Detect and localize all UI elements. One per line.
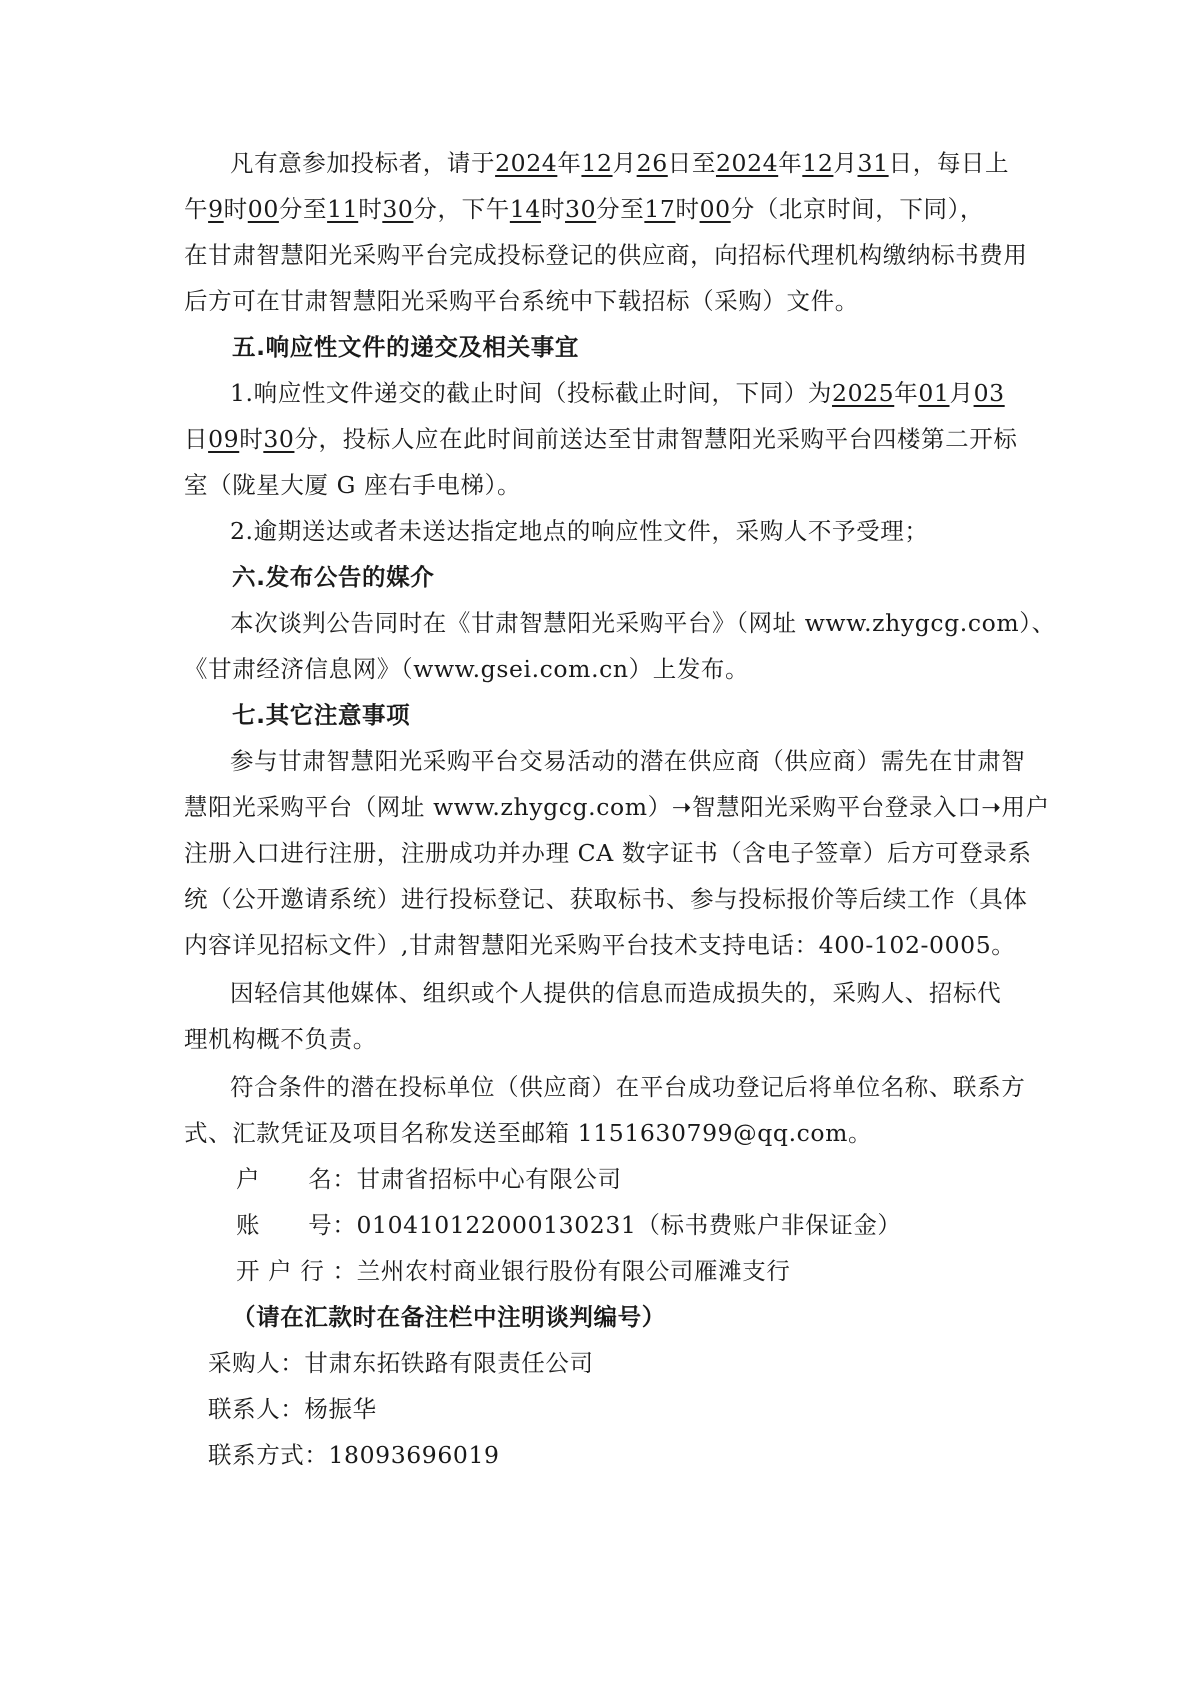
bank-branch [236,1254,790,1288]
section-5-p1-line-2: 日09时30分，投标人应在此时间前送达至甘肃智慧阳光采购平台四楼第二开标 [184,425,1018,453]
intro-line-4: 后方可在甘肃智慧阳光采购平台系统中下载招标（采购）文件。 [184,287,859,315]
section-6-line-1: 本次谈判公告同时在《甘肃智慧阳光采购平台》（网址 www.zhygcg.com）、 [230,609,1056,637]
bank-account-name [236,1162,622,1196]
bank-account-number [236,1208,902,1242]
purchaser-name: 采购人：甘肃东拓铁路有限责任公司 [208,1349,594,1377]
section-5-p1-line-1: 1.响应性文件递交的截止时间（投标截止时间，下同）为2025年01月03 [230,379,1005,407]
section-7-p3-line-1: 符合条件的潜在投标单位（供应商）在平台成功登记后将单位名称、联系方 [230,1073,1026,1101]
bank-branch-value: 兰州农村商业银行股份有限公司雁滩支行 [356,1257,791,1285]
bank-account-name-value: 甘肃省招标中心有限公司 [356,1165,622,1193]
section-7-p2-line-2: 理机构概不负责。 [184,1025,377,1053]
section-7-p1-line-4: 统（公开邀请系统）进行投标登记、获取标书、参与投标报价等后续工作（具体 [184,885,1028,913]
intro-line-3: 在甘肃智慧阳光采购平台完成投标登记的供应商，向招标代理机构缴纳标书费用 [184,241,1028,269]
intro-line-2: 午9时00分至11时30分，下午14时30分至17时00分（北京时间，下同）， [184,195,985,223]
section-7-p1-line-3: 注册入口进行注册，注册成功并办理 CA 数字证书（含电子签章）后方可登录系 [184,839,1032,867]
section-7-p1-line-1: 参与甘肃智慧阳光采购平台交易活动的潜在供应商（供应商）需先在甘肃智 [230,747,1026,775]
section-5-p1-line-3: 室（陇星大厦 G 座右手电梯）。 [184,471,522,499]
bank-branch-label: 开 户 行 ： [236,1257,357,1285]
section-6-heading: 六.发布公告的媒介 [232,563,435,591]
bank-remittance-note: （请在汇款时在备注栏中注明谈判编号） [232,1303,666,1331]
section-5-heading: 五.响应性文件的递交及相关事宜 [232,333,579,361]
section-7-p3-line-2: 式、汇款凭证及项目名称发送至邮箱 1151630799@qq.com。 [184,1119,873,1147]
section-7-p1-line-5: 内容详见招标文件）,甘肃智慧阳光采购平台技术支持电话：400-102-0005。 [184,931,1016,959]
section-7-heading: 七.其它注意事项 [232,701,411,729]
bank-account-number-label: 账 号： [236,1211,357,1239]
intro-line-1: 凡有意参加投标者，请于2024年12月26日至2024年12月31日，每日上 [230,149,1010,177]
section-6-line-2: 《甘肃经济信息网》（www.gsei.com.cn）上发布。 [184,655,750,683]
section-7-p1-line-2: 慧阳光采购平台（网址 www.zhygcg.com）➝智慧阳光采购平台登录入口➝用户 [184,793,1050,821]
purchaser-contact: 联系人：杨振华 [208,1395,377,1423]
section-7-p2-line-1: 因轻信其他媒体、组织或个人提供的信息而造成损失的，采购人、招标代 [230,979,1002,1007]
purchaser-phone: 联系方式：18093696019 [208,1441,500,1469]
section-5-p2: 2.逾期送达或者未送达指定地点的响应性文件，采购人不予受理； [230,517,929,545]
bank-account-name-label: 户 名： [236,1165,357,1193]
bank-account-number-value: 010410122000130231（标书费账户非保证金） [356,1211,902,1239]
